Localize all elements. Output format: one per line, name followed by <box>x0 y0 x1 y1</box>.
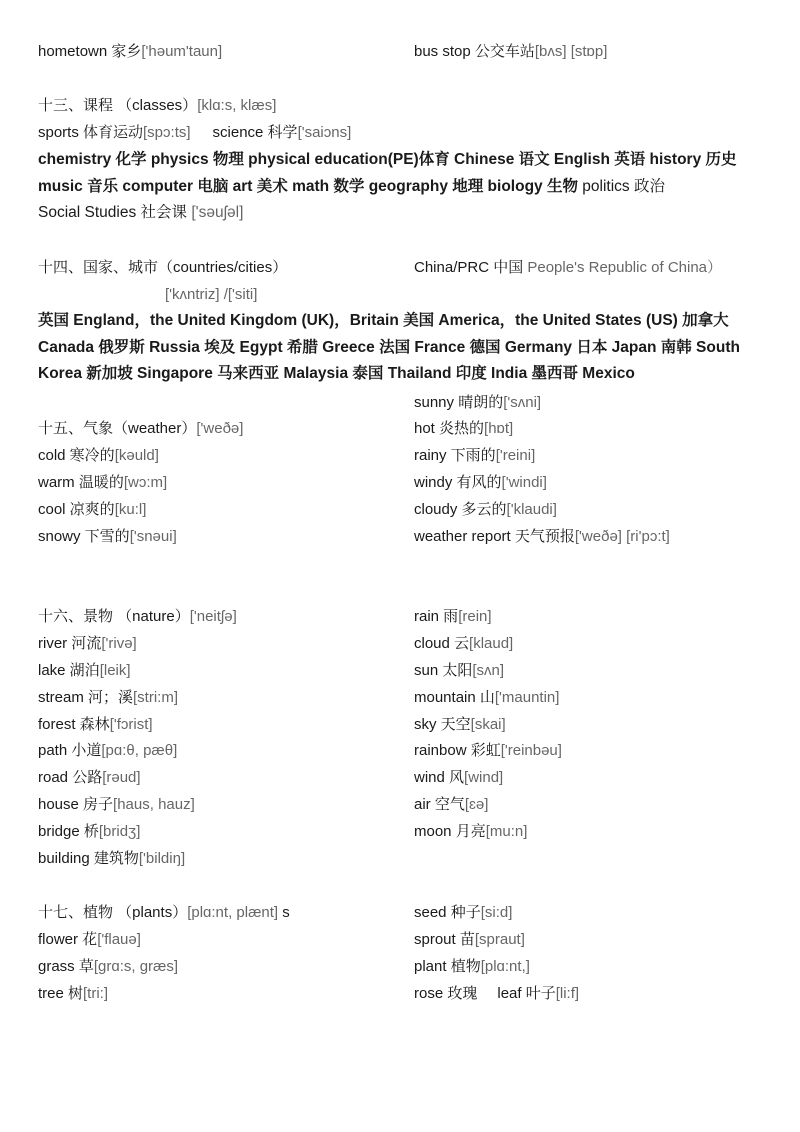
vocab-item <box>38 634 137 654</box>
vocab-phonetic: ['rivə] <box>101 635 137 652</box>
vocab-word: cool 凉爽的 <box>38 501 115 518</box>
heading-text: 十六、景物 （nature） <box>38 608 190 625</box>
vocab-item <box>38 715 153 735</box>
vocab-word: hot 炎热的 <box>414 420 485 437</box>
vocab-word: bus stop 公交车站 <box>414 43 535 60</box>
vocab-bus-stop <box>414 42 607 62</box>
vocab-item <box>414 903 512 923</box>
vocab-item <box>38 473 167 493</box>
vocab-phonetic: [ku:l] <box>114 501 147 518</box>
vocab-item <box>414 634 513 654</box>
vocab-item <box>414 473 547 493</box>
vocab-phonetic: ['reinbəu] <box>500 742 562 759</box>
vocab-phonetic: [plɑ:nt,] <box>480 958 530 975</box>
vocab-item <box>38 527 177 547</box>
heading-phonetic-countries <box>165 285 257 305</box>
vocab-word: road 公路 <box>38 769 103 786</box>
vocab-phonetic: [hɒt] <box>484 420 514 437</box>
vocab-phonetic: [wind] <box>464 769 504 786</box>
vocab-word: house 房子 <box>38 796 114 813</box>
vocab-phonetic: [tri:] <box>83 985 109 1002</box>
vocab-phonetic: [stri:m] <box>133 689 179 706</box>
vocab-word: sun 太阳 <box>414 662 473 679</box>
vocab-word: bridge 桥 <box>38 823 99 840</box>
vocab-word: hometown 家乡 <box>38 43 142 60</box>
vocab-item <box>414 688 559 708</box>
vocab-word: sunny 晴朗的 <box>414 394 504 411</box>
vocab-phonetic: [rəud] <box>102 769 141 786</box>
vocab-phonetic: ['bildiŋ] <box>138 850 186 867</box>
vocab-word: sports 体育运动 <box>38 124 144 141</box>
vocab-word: seed 种子 <box>414 904 481 921</box>
vocab-item <box>38 768 141 788</box>
vocab-phonetic: [klaud] <box>469 635 514 652</box>
heading-text: 十四、国家、城市（countries/cities） <box>38 259 288 276</box>
vocab-word: building 建筑物 <box>38 850 139 867</box>
vocab-item <box>38 957 178 977</box>
vocab-item <box>38 661 131 681</box>
vocab-word: rainy 下雨的 <box>414 447 496 464</box>
vocab-phonetic: ['reini] <box>495 447 536 464</box>
vocab-phonetic: [skai] <box>470 716 506 733</box>
vocab-phonetic: [kəuld] <box>114 447 159 464</box>
vocab-china <box>414 258 722 278</box>
section-heading-nature <box>38 607 237 627</box>
subjects-bold-list: chemistry 化学 physics 物理 physical education(PE)体育 Chinese 语文 English 英语 history 历史 music 音乐 computer 电脑 art 美术 math 数学 geography 地理 biology 生物 <box>38 151 737 195</box>
vocab-item <box>414 741 562 761</box>
vocab-word: warm 温暖的 <box>38 474 124 491</box>
vocab-phonetic: ['snəui] <box>129 528 177 545</box>
vocab-sports-science <box>38 123 351 143</box>
vocab-word: sprout 苗 <box>414 931 475 948</box>
vocab-word: lake 湖泊 <box>38 662 100 679</box>
vocab-item <box>38 849 185 869</box>
section-heading-classes <box>38 96 276 116</box>
vocab-item <box>38 500 146 520</box>
vocab-phonetic: ['həum'taun] <box>141 43 223 60</box>
vocab-word: air 空气 <box>414 796 465 813</box>
vocab-phonetic: [si:d] <box>480 904 513 921</box>
vocab-item <box>38 446 159 466</box>
vocab-phonetic: ['weðə] [ri'pɔ:t] <box>574 528 670 545</box>
vocab-phonetic: People's Republic of China） <box>523 259 723 276</box>
vocab-item <box>414 393 541 413</box>
vocab-phonetic: [sʌn] <box>472 662 505 679</box>
countries-bold-list: 英国 England，the United Kingdom (UK)，Britain 美国 America，the United States (US) 加拿大 Canada 俄罗斯 Russia 埃及 Egypt 希腊 Greece 法国 France 德国 Germany 日本 Japan 南韩 South Korea 新加坡 Singapore 马来西亚 Malaysia 泰国 Thailand 印度 India 墨西哥 Mexico <box>38 312 740 382</box>
vocab-word: path 小道 <box>38 742 102 759</box>
vocab-item <box>414 930 525 950</box>
vocab-item <box>414 795 488 815</box>
section-heading-countries <box>38 258 287 278</box>
vocab-word: river 河流 <box>38 635 102 652</box>
vocab-phonetic: [spɔ:ts] <box>143 124 191 141</box>
vocab-word: cloudy 多云的 <box>414 501 507 518</box>
vocab-item <box>38 688 178 708</box>
vocab-word: windy 有风的 <box>414 474 502 491</box>
vocab-phonetic: ['fɔrist] <box>109 716 153 733</box>
vocab-phonetic: [wɔ:m] <box>123 474 168 491</box>
vocab-item <box>38 930 141 950</box>
vocab-phonetic: [grɑ:s, græs] <box>93 958 179 975</box>
vocab-item <box>414 768 503 788</box>
vocab-item <box>38 741 177 761</box>
vocab-item <box>38 795 195 815</box>
vocab-phonetic: ['sʌni] <box>503 394 542 411</box>
heading-text: 十三、课程 （classes） <box>38 97 198 114</box>
vocab-social-studies: Social Studies 社会课 <box>38 204 188 221</box>
vocab-word: grass 草 <box>38 958 94 975</box>
vocab-word: snowy 下雪的 <box>38 528 130 545</box>
vocab-hometown <box>38 42 222 62</box>
heading-text: 十七、植物 （plants） <box>38 904 188 921</box>
vocab-phonetic: ['səuʃəl] <box>187 204 244 221</box>
vocab-item <box>414 446 535 466</box>
heading-phonetic: [klɑ:s, klæs] <box>197 97 277 114</box>
vocab-phonetic: [ɛə] <box>464 796 489 813</box>
vocab-word: forest 森林 <box>38 716 110 733</box>
vocab-word: rainbow 彩虹 <box>414 742 501 759</box>
vocab-phonetic: [bridʒ] <box>98 823 141 840</box>
vocab-word: China/PRC 中国 <box>414 259 524 276</box>
vocab-word: sky 天空 <box>414 716 471 733</box>
vocab-item <box>414 822 527 842</box>
section-heading-weather <box>38 419 243 439</box>
vocab-word: science 科学 <box>212 124 298 141</box>
vocab-item <box>38 984 108 1004</box>
vocab-rose-leaf <box>414 984 579 1004</box>
vocab-word: wind 风 <box>414 769 465 786</box>
heading-phonetic: ['kʌntriz] /['siti] <box>165 286 258 303</box>
vocab-phonetic: [li:f] <box>555 985 580 1002</box>
heading-phonetic: [plɑ:nt, plænt] <box>187 904 283 921</box>
vocab-phonetic: ['windi] <box>501 474 547 491</box>
vocab-item <box>414 607 492 627</box>
vocab-word: flower 花 <box>38 931 98 948</box>
vocab-word: cold 寒冷的 <box>38 447 115 464</box>
vocab-item <box>414 715 506 735</box>
vocab-phonetic: [leik] <box>99 662 131 679</box>
vocab-phonetic: [bʌs] [stɒp] <box>534 43 608 60</box>
vocab-item <box>414 500 557 520</box>
vocab-phonetic: [rein] <box>458 608 492 625</box>
heading-phonetic: ['weðə] <box>196 420 244 437</box>
vocab-item <box>38 822 140 842</box>
subjects-paragraph <box>38 147 762 227</box>
vocab-phonetic: [mu:n] <box>485 823 528 840</box>
vocab-item <box>414 957 530 977</box>
heading-suffix: s <box>282 904 290 921</box>
vocab-word: rain 雨 <box>414 608 459 625</box>
countries-paragraph <box>38 308 762 388</box>
vocab-word: mountain 山 <box>414 689 495 706</box>
vocab-item <box>414 661 504 681</box>
vocab-word: plant 植物 <box>414 958 481 975</box>
vocab-word: weather report 天气预报 <box>414 528 575 545</box>
vocab-item <box>414 527 670 547</box>
vocab-item <box>414 419 513 439</box>
vocab-phonetic: [haus, hauz] <box>113 796 195 813</box>
heading-phonetic: ['neitʃə] <box>189 608 237 625</box>
vocab-phonetic: ['klaudi] <box>506 501 557 518</box>
vocab-word: rose 玫瑰 <box>414 985 478 1002</box>
vocab-phonetic: [spraut] <box>474 931 525 948</box>
vocab-word: stream 河；溪 <box>38 689 134 706</box>
vocab-phonetic: ['saiɔns] <box>297 124 352 141</box>
vocab-word: moon 月亮 <box>414 823 486 840</box>
vocab-phonetic: ['flauə] <box>97 931 141 948</box>
vocab-word: cloud 云 <box>414 635 470 652</box>
vocab-phonetic: ['mauntin] <box>494 689 560 706</box>
vocab-word: tree 树 <box>38 985 84 1002</box>
section-heading-plants <box>38 903 290 923</box>
heading-text: 十五、气象（weather） <box>38 420 197 437</box>
vocab-politics: politics 政治 <box>577 177 665 195</box>
vocab-word: leaf 叶子 <box>497 985 556 1002</box>
vocab-phonetic: [pɑ:θ, pæθ] <box>101 742 178 759</box>
